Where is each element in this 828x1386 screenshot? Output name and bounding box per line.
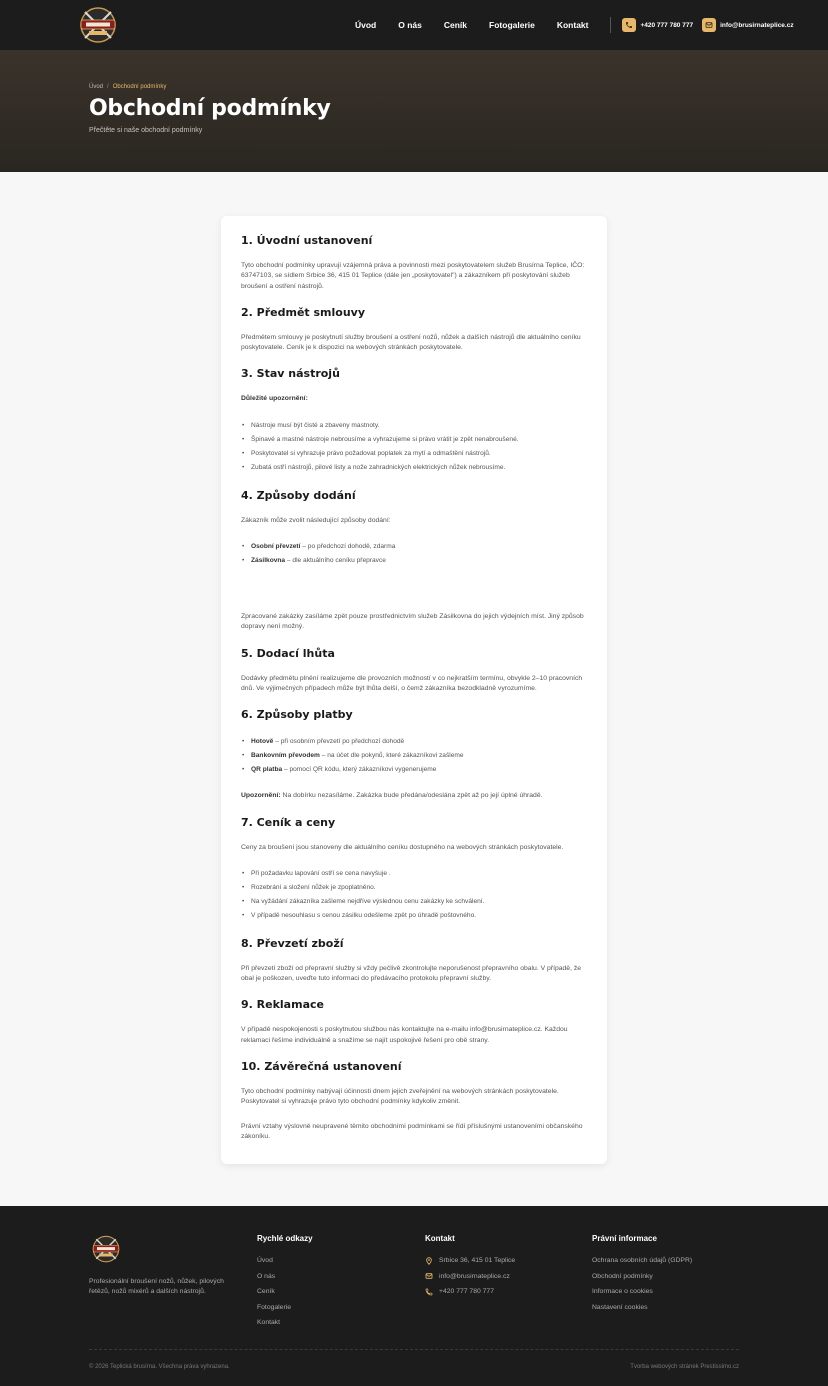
important-note: Důležité upozornění: <box>241 395 308 403</box>
list-item: • Poskytovatel si vyhrazuje právo požadovat poplatek za mytí a odmaštění nástrojů. <box>251 447 587 461</box>
copyright: © 2026 Teplická brusírna. Všechna práva vyhrazena. <box>89 1364 230 1371</box>
page-title: Obchodní podmínky <box>89 96 331 121</box>
footer-address: Srbice 36, 415 01 Teplice <box>425 1253 515 1269</box>
tool-condition-list <box>241 419 587 475</box>
paragraph: Zpracované zakázky zasíláme zpět pouze prostřednictvím služeb Zásilkovna do jejich výdejních míst. Jiný způsob dopravy není možný. <box>241 613 584 631</box>
list-item: • Zubatá ostří nástrojů, pilové listy a nože zahradnických elektrických nůžek nebrousíme. <box>251 461 587 475</box>
list-item: • Na vyžádání zákazníka zašleme nejdříve výslednou cenu zakázky ke schválení. <box>251 895 587 909</box>
footer-link-cookies-info[interactable]: Informace o cookies <box>592 1288 653 1296</box>
list-item: • Osobní převzetí – po předchozí dohodě, zdarma <box>251 540 587 554</box>
list-item: • Hotově – při osobním převzetí po předchozí dohodě <box>251 735 587 749</box>
list-item: • Zásilkovna – dle aktuálního ceníku přepravce <box>251 554 587 568</box>
header-email[interactable] <box>702 18 794 32</box>
header-phone[interactable] <box>622 18 693 32</box>
paragraph: Zákazník může zvolit následující způsoby dodání: <box>241 516 391 524</box>
section-heading: 5. Dodací lhůta <box>241 646 335 660</box>
delivery-list <box>241 540 587 568</box>
section-heading: 9. Reklamace <box>241 998 324 1012</box>
section-heading: 10. Závěrečná ustanovení <box>241 1060 402 1074</box>
location-icon <box>425 1257 433 1265</box>
footer-link-home[interactable]: Úvod <box>257 1257 273 1265</box>
phone-icon <box>425 1288 433 1296</box>
nav-item-pricing[interactable]: Ceník <box>443 20 468 30</box>
footer-heading: Kontakt <box>425 1234 455 1244</box>
payment-warning: Upozornění: Na dobírku nezasíláme. Zakázka bude předána/odeslána zpět až po její úplné úhradě. <box>241 792 543 800</box>
phone-icon <box>622 18 636 32</box>
section-heading: 2. Předmět smlouvy <box>241 305 366 319</box>
footer-about <box>89 1234 239 1297</box>
list-item: • Špinavé a mastné nástroje nebrousíme a vyhrazujeme si právo vrátit je zpět nenabroušené. <box>251 433 587 447</box>
section-heading: 1. Úvodní ustanovení <box>241 234 373 247</box>
main-content <box>0 172 828 1206</box>
footer-heading: Právní informace <box>592 1234 657 1244</box>
payment-list <box>241 735 587 777</box>
spacer <box>241 582 587 612</box>
section-heading: 8. Převzetí zboží <box>241 936 344 950</box>
footer-link-gallery[interactable]: Fotogalerie <box>257 1303 292 1311</box>
section-heading: 7. Ceník a ceny <box>241 815 336 829</box>
footer-about-text: Profesionální broušení nožů, nůžek, pilových řetězů, nožů mixérů a dalších nástrojů. <box>89 1278 224 1296</box>
header-email-label: info@brusirnateplice.cz <box>720 21 794 29</box>
footer-contact <box>425 1234 515 1300</box>
paragraph: Při převzetí zboží od přepravní služby si vždy pečlivě zkontrolujte neporušenost přepravního obalu. V případě, že obal je poškozen, uveďte tuto informaci do předávacího protokolu přepravní služby. <box>241 964 582 983</box>
paragraph: Předmětem smlouvy je poskytnutí služby broušení a ostření nožů, nůžek a dalších nástrojů dle aktuálního ceníku poskytovatele. Ceník je k dispozici na webových stránkách poskytovatele. <box>241 333 581 352</box>
list-item: • Nástroje musí být čisté a zbaveny mastnoty. <box>251 419 587 433</box>
list-item: • Bankovním převodem – na účet dle pokynů, které zákazníkovi zašleme <box>251 749 587 763</box>
footer-link-cookie-settings[interactable]: Nastavení cookies <box>592 1303 648 1311</box>
paragraph: Tyto obchodní podmínky upravují vzájemná práva a povinnosti mezi poskytovatelem služeb Brusírna Teplice, IČO: 63747103, se sídlem Srbice 36, 415 01 Teplice (dále jen „poskytovatel") a zákazníkem při poskytování služeb broušení a ostření nástrojů. <box>241 262 585 290</box>
nav-item-about[interactable]: O nás <box>398 20 422 30</box>
page-subtitle: Přečtěte si naše obchodní podmínky <box>89 127 203 134</box>
paragraph: Tyto obchodní podmínky nabývají účinnosti dnem jejich zveřejnění na webových stránkách poskytovatele. Poskytovatel si vyhrazuje právo tyto obchodní podmínky kdykoliv změnit. <box>241 1088 559 1106</box>
footer-heading: Rychlé odkazy <box>257 1234 313 1244</box>
main-nav <box>355 0 803 50</box>
nav-item-contact[interactable]: Kontakt <box>556 20 589 30</box>
pricing-list <box>241 867 587 923</box>
paragraph: V případě nespokojenosti s poskytnutou službou nás kontaktujte na e-mailu info@brusirnateplice.cz. Každou reklamaci řešíme individuálně a snažíme se najít uspokojivé řešení pro obě strany. <box>241 1026 568 1044</box>
mail-icon <box>425 1272 433 1280</box>
footer-link-about[interactable]: O nás <box>257 1272 276 1280</box>
footer-link-terms[interactable]: Obchodní podmínky <box>592 1272 653 1280</box>
footer-legal <box>592 1234 692 1315</box>
list-item: • QR platba – pomocí QR kódu, který zákazníkovi vygenerujeme <box>251 763 587 777</box>
list-item: • Rozebrání a složení nůžek je zpoplatněno. <box>251 881 587 895</box>
site-header <box>0 0 828 50</box>
list-item: • Při požadavku lapování ostří se cena navyšuje . <box>251 867 587 881</box>
breadcrumb <box>89 84 828 90</box>
site-footer <box>0 1206 828 1386</box>
breadcrumb-home[interactable]: Úvod <box>89 84 104 90</box>
nav-item-gallery[interactable]: Fotogalerie <box>489 20 535 30</box>
footer-quick-links <box>257 1234 313 1331</box>
paragraph: Právní vztahy výslovně neupravené těmito obchodními podmínkami se řídí příslušnými ustanoveními občanského zákoníku. <box>241 1122 583 1140</box>
mail-icon <box>702 18 716 32</box>
footer-link-pricing[interactable]: Ceník <box>257 1288 275 1296</box>
section-heading: 3. Stav nástrojů <box>241 367 340 381</box>
logo[interactable] <box>76 5 120 45</box>
footer-link-gdpr[interactable]: Ochrana osobních údajů (GDPR) <box>592 1257 693 1265</box>
paragraph: Dodávky předmětu plnění realizujeme dle provozních možností v co nejkratším termínu, obvykle 2–10 pracovních dnů. Ve výjimečných případech může být lhůta delší, o čemž zákazníka bezodkladně vyrozumíme. <box>241 674 583 692</box>
footer-logo[interactable] <box>89 1234 123 1264</box>
paragraph: Ceny za broušení jsou stanoveny dle aktuálního ceníku dostupného na webových stránkách poskytovatele. <box>241 843 564 851</box>
footer-email[interactable]: info@brusirnateplice.cz <box>425 1269 515 1285</box>
nav-item-home[interactable]: Úvod <box>355 20 377 30</box>
list-item: • V případě nesouhlasu s cenou zásilku odešleme zpět po úhradě poštovného. <box>251 909 587 923</box>
section-heading: 6. Způsoby platby <box>241 708 353 722</box>
breadcrumb-separator: / <box>107 84 109 90</box>
footer-credit-link[interactable]: Tvorba webových stránek Prestissimo.cz <box>630 1364 739 1371</box>
section-heading: 4. Způsoby dodání <box>241 488 356 502</box>
header-phone-label: +420 777 780 777 <box>640 21 694 29</box>
terms-card <box>221 216 607 1164</box>
nav-divider <box>610 17 611 33</box>
footer-phone[interactable]: +420 777 780 777 <box>425 1284 515 1300</box>
page-hero <box>0 50 828 172</box>
footer-link-contact[interactable]: Kontakt <box>257 1319 281 1327</box>
breadcrumb-current: Obchodní podmínky <box>112 84 167 90</box>
footer-divider <box>89 1349 739 1350</box>
